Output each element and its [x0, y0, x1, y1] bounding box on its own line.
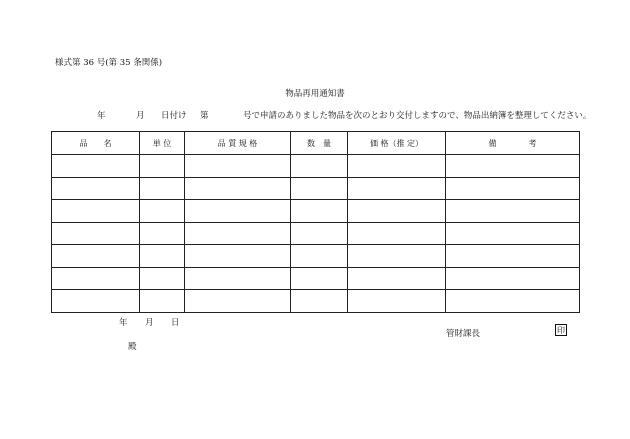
- cell-quantity[interactable]: [291, 177, 348, 200]
- cell-quantity[interactable]: [291, 155, 348, 178]
- table-row: [52, 290, 580, 313]
- cell-item-name[interactable]: [52, 245, 140, 268]
- items-table-body: [52, 155, 580, 313]
- header-item-name: 品 名: [52, 132, 140, 155]
- cell-quantity[interactable]: [291, 267, 348, 290]
- items-table: [51, 131, 580, 313]
- cell-item-name[interactable]: [52, 222, 140, 245]
- notice-dated: 日付け: [161, 111, 187, 121]
- cell-remarks[interactable]: [446, 267, 580, 290]
- cell-quality-spec[interactable]: [185, 177, 291, 200]
- cell-quality-spec[interactable]: [185, 267, 291, 290]
- cell-unit[interactable]: [140, 222, 185, 245]
- notice-ordinal-prefix: 第: [200, 111, 209, 121]
- footer-year: 年: [119, 318, 128, 328]
- header-remarks: 備 考: [446, 132, 580, 155]
- cell-estimated-price[interactable]: [348, 200, 446, 223]
- cell-quality-spec[interactable]: [185, 200, 291, 223]
- cell-estimated-price[interactable]: [348, 177, 446, 200]
- cell-remarks[interactable]: [446, 200, 580, 223]
- cell-item-name[interactable]: [52, 200, 140, 223]
- manager-title: 管財課長: [446, 329, 481, 339]
- cell-estimated-price[interactable]: [348, 155, 446, 178]
- cell-estimated-price[interactable]: [348, 245, 446, 268]
- cell-item-name[interactable]: [52, 267, 140, 290]
- cell-unit[interactable]: [140, 177, 185, 200]
- footer-day: 日: [171, 318, 180, 328]
- table-row: [52, 245, 580, 268]
- table-row: [52, 222, 580, 245]
- cell-estimated-price[interactable]: [348, 222, 446, 245]
- document-title: 物品再用通知書: [285, 89, 345, 99]
- table-header-row: [52, 132, 580, 155]
- cell-quantity[interactable]: [291, 200, 348, 223]
- cell-item-name[interactable]: [52, 290, 140, 313]
- notice-year: 年: [97, 111, 106, 121]
- cell-remarks[interactable]: [446, 222, 580, 245]
- cell-unit[interactable]: [140, 200, 185, 223]
- cell-remarks[interactable]: [446, 245, 580, 268]
- cell-quality-spec[interactable]: [185, 222, 291, 245]
- cell-quantity[interactable]: [291, 222, 348, 245]
- header-unit: 単 位: [140, 132, 185, 155]
- cell-unit[interactable]: [140, 267, 185, 290]
- cell-remarks[interactable]: [446, 290, 580, 313]
- cell-remarks[interactable]: [446, 177, 580, 200]
- table-row: [52, 200, 580, 223]
- cell-item-name[interactable]: [52, 177, 140, 200]
- header-estimated-price: 価 格（推 定）: [348, 132, 446, 155]
- notice-month: 月: [136, 111, 145, 121]
- notice-body: 号で申請のありました物品を次のとおり交付しますので、物品出納簿を整理してください。: [243, 111, 592, 121]
- form-number-label: 様式第 36 号(第 35 条関係): [55, 58, 163, 68]
- cell-estimated-price[interactable]: [348, 290, 446, 313]
- cell-quantity[interactable]: [291, 245, 348, 268]
- cell-quantity[interactable]: [291, 290, 348, 313]
- table-row: [52, 177, 580, 200]
- cell-unit[interactable]: [140, 245, 185, 268]
- addressee-suffix: 殿: [128, 342, 137, 352]
- cell-unit[interactable]: [140, 155, 185, 178]
- cell-estimated-price[interactable]: [348, 267, 446, 290]
- cell-quality-spec[interactable]: [185, 245, 291, 268]
- cell-unit[interactable]: [140, 290, 185, 313]
- seal-stamp-box: 印: [557, 326, 565, 335]
- table-row: [52, 155, 580, 178]
- table-row: [52, 267, 580, 290]
- cell-remarks[interactable]: [446, 155, 580, 178]
- header-quantity: 数 量: [291, 132, 348, 155]
- cell-quality-spec[interactable]: [185, 290, 291, 313]
- footer-month: 月: [145, 318, 154, 328]
- cell-item-name[interactable]: [52, 155, 140, 178]
- header-quality-spec: 品 質 規 格: [185, 132, 291, 155]
- cell-quality-spec[interactable]: [185, 155, 291, 178]
